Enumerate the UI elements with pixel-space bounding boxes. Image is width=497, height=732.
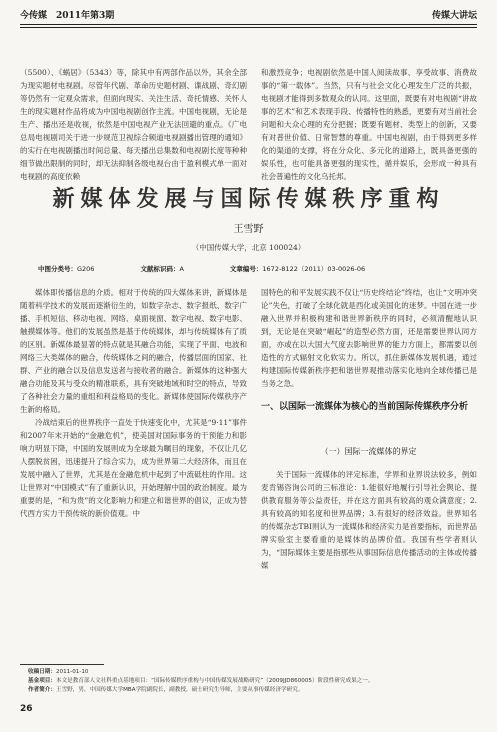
body-paragraph-2: 冷战结束后的世界秩序一直处于快速变化中，尤其是“9·11”事件和2007年末开始的“金融危机”，使美国对国际事务的干预能力和影响力明显下降，中国的发展则成为全球最为瞩目的现象，不仅让几亿人摆脱贫困，迅速提升了综合实力，成为世界第二大经济体，而且在发展中融入了世界，尤其是在金融危机中起到了中流砥柱的作用。这让世界对“中国模式”有了重新认识，开始理解中国的政治制度。最为重要的是，“和为贵”的文化影响力和建立和谐世界的倡议，正成为替代西方实力干预传统的新价值观。中 xyxy=(20,418,247,518)
journal-issue: 今传媒 2011年第3期 xyxy=(20,10,115,21)
document-code: 文献标识码：A xyxy=(140,265,184,273)
body-left-column xyxy=(20,286,247,520)
body-right-column-top xyxy=(261,286,477,390)
footnote xyxy=(28,668,477,695)
article-metadata xyxy=(38,264,477,273)
clc-number: 中图分类号：G206 xyxy=(38,265,95,273)
article-title: 新媒体发展与国际传媒秩序重构 xyxy=(52,187,445,212)
article-author: 王雪野 xyxy=(233,224,264,235)
running-header xyxy=(20,5,477,23)
author-bio: 作者简介：王雪野，男，中国传媒大学MBA学院副院长，副教授，硕士研究生导师，主要从事传媒经济学研究。 xyxy=(28,687,304,693)
paragraph: （5500）、《蜗居》（5343）等，除其中有两部作品以外，其余全部为现实题材电视剧。尽管年代剧、革命历史题材剧、谍战剧、奇幻剧等仍然有一定观众需求，但面向现实、关注生活、奇托情感、关怀人生的现实题材作品将成为中国电视剧创作主流。中国电视剧，无论是生产、播出还是收视，依然是中国电视产业无法回避的重点。《广电总局电视剧司关于进一步规范卫视综合频道电视剧播出管理的通知》的实行在电视剧播出时间总量、每天播出总集数和电视剧长度等种种细节做出限制的同时，却无法抑制各级电视台由于盈利模式单一面对电视剧的高度依赖 xyxy=(20,68,247,181)
column-name: 传媒大讲坛 xyxy=(431,10,477,21)
paragraph: 和激烈竞争；电视剧依然是中国人阅读故事、享受故事、消费故事的“第一载体”。当然，只有与社会文化心理发生广泛的共振，电视剧才能得到多数观众的认同。这里面，既要有对电视剧“讲故事的艺术”和艺术表现手段、传播特性的熟悉，更要有对当前社会问题和大众心理的充分把握；既要有题材、类型上的创新，又要有对普世价值、日常智慧的尊重。中国电视剧，由于得到更多样化的渠道的支撑，将在分众化、多元化的道路上，既具备更强的娱乐性，也可能具备更强的现实性，循并娱乐，会形成一种具有社会普遍性的文化乌托邦。 xyxy=(261,68,477,181)
previous-article-right-column xyxy=(261,66,477,183)
previous-article-left-column xyxy=(20,66,247,183)
body-paragraph-3: 国特色的和平发展实践不仅让“历史终结论”终结，也让“文明冲突论”失色，打破了全球化就是西化或美国化的迷梦。中国在进一步融入世界并积极构建和谐世界新秩序的同时，必须清醒地认识到，无论是在突破“崛起”的造型必然方面，还是需要世界认同方面，亦或在以大国大气度去影响世界的能力方面上，都需要以创造性的方式辐射文化软实力。所以，抓住新媒体发展机遇，通过构建国际传媒新秩序把和谐世界观推动落实化地向全球传播已是当务之急。 xyxy=(261,288,477,388)
footnote-rule xyxy=(20,664,104,665)
header-rule-thin xyxy=(20,27,477,28)
author-affiliation: （中国传媒大学，北京 100024） xyxy=(191,243,306,252)
received-date: 收稿日期：2011-01-10 xyxy=(28,669,89,675)
body-right-column-bottom xyxy=(261,468,477,572)
body-paragraph-4: 关于国际一流媒体的评定标准，学界和业界说法较多，例如麦肯锡咨询公司的三标准论：1.能很好地履行引导社会舆论、提供教育服务等公益责任，并在这方面具有较高的观众满意度；2.具有较高的知名度和世界品牌；3.有很好的经济效益。世界知名的传媒杂志TBI则认为一流媒体和经济实力是首要指标，而世界品牌实验室主要看重的是媒体的品牌价值。我国有些学者则认为，“国际媒体主要是指那些从事国际信息传播活动的主体或传播媒 xyxy=(261,470,477,570)
article-number: 文章编号：1672-8122（2011）03-0026-06 xyxy=(229,265,366,273)
section-heading: 一、以国际一流媒体为核心的当前国际传媒秩序分析 xyxy=(261,402,469,412)
page-number: 26 xyxy=(20,704,33,714)
body-paragraph-1: 媒体即传播信息的介质。相对于传统的四大媒体来讲，新媒体是随着科学技术的发展而逐渐衍生的，如数字杂志、数字报纸、数字广播、手机短信、移动电视、网络、桌面视窗、数字电视、数字电影、触摸媒体等。他们的发展虽然是基于传统媒体，却与传统媒体有了质的区别。新媒体最显著的特点就是其融合功能，实现了平面、电波和网络三大类媒体的融合，传统媒体之间的融合，传播层面的国家、社群、产业的融合以及信息发送者与接收者的融合。新媒体的这种强大融合功能及其与受众的精准联系，具有突破地域和时空的特点，导致了各种社会力量的重组和利益格局的变化。新媒体使国际传媒秩序产生新的格局。 xyxy=(20,288,247,414)
header-rule-thick xyxy=(20,24,477,25)
fund-project: 基金项目：本文是教育部人文社科重点基地项目：“国际传媒秩序重构与中国传媒发展战略研究”（2009JJD860005）阶段性研究成果之一。 xyxy=(28,678,374,684)
subsection-heading: （一）国际一流媒体的界定 xyxy=(320,447,417,456)
